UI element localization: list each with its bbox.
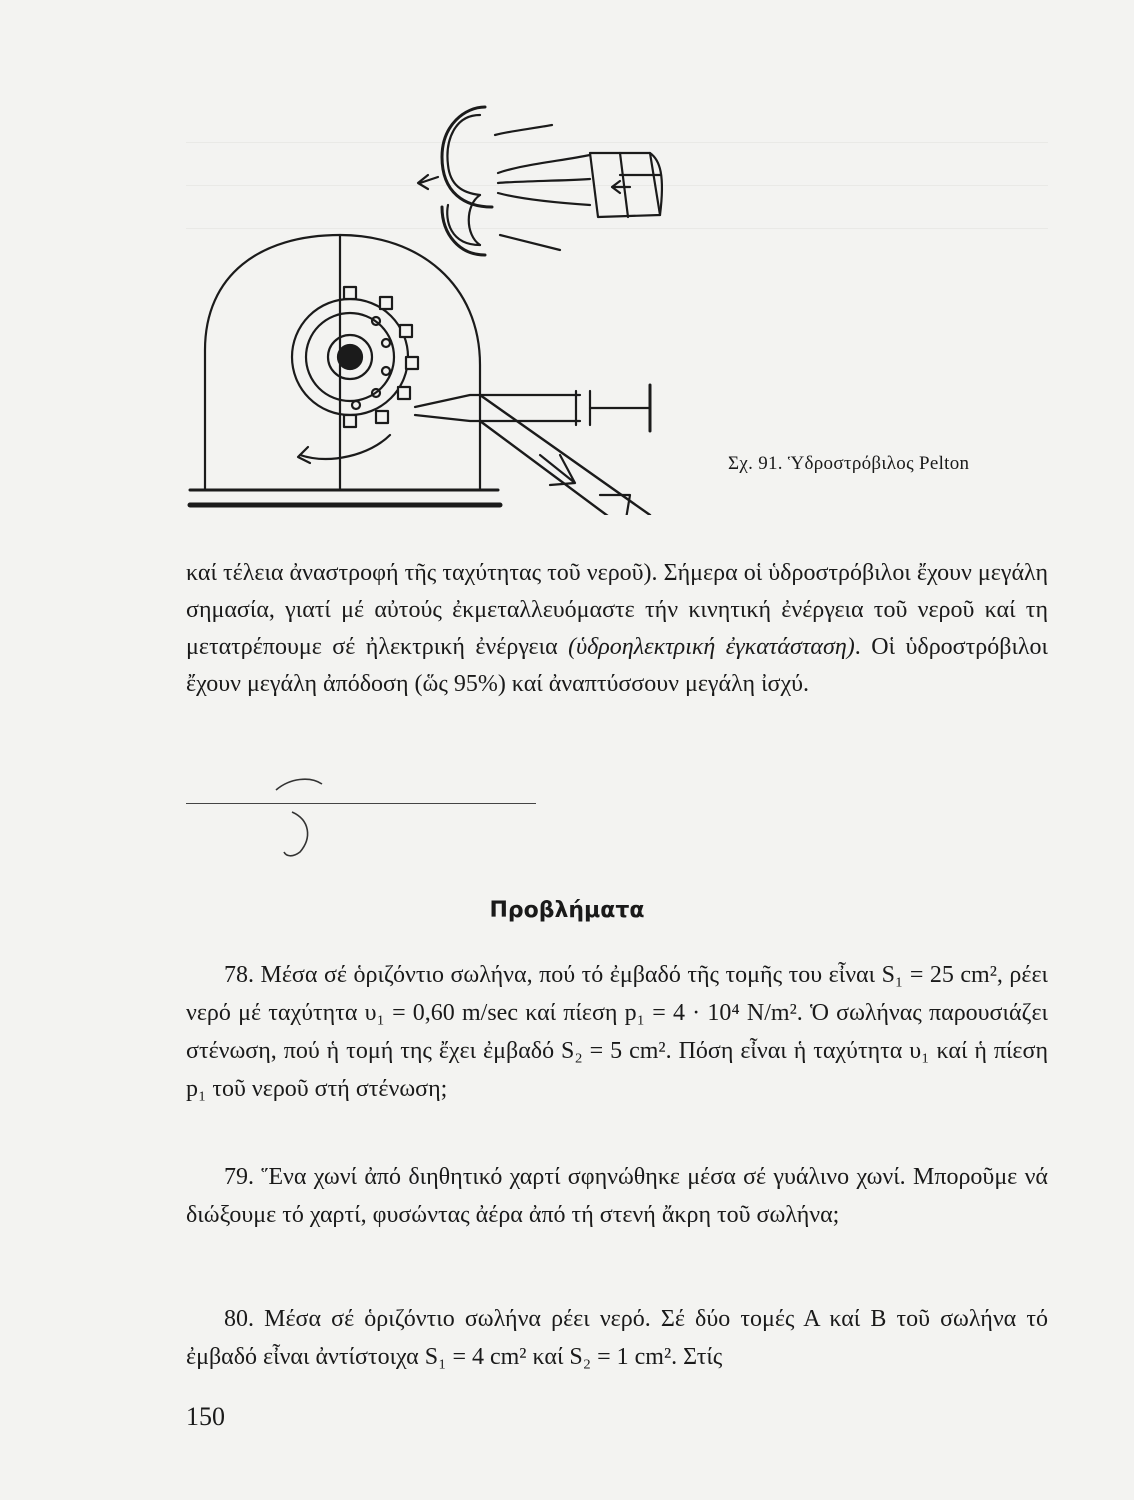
problem-number: 80.: [224, 1306, 254, 1332]
page-number: 150: [186, 1402, 225, 1431]
problem-text: Ἕνα χωνί ἀπό διηθητικό χαρτί σφηνώθηκε μέσα σέ γυάλινο χωνί. Μποροῦμε νά διώξουμε τό χαρτί, φυσώντας ἀέρα ἀπό τή στενή ἄκρη τοῦ σωλήνα;: [186, 1164, 1049, 1228]
nozzle-assembly: [415, 385, 650, 515]
pelton-turbine-figure: [180, 95, 700, 515]
intro-paragraph: [186, 555, 1048, 703]
flow-arrow: [300, 435, 390, 459]
turbine-housing: [190, 235, 500, 505]
problem-number: 79.: [224, 1164, 254, 1190]
intro-italic: (ὑδροηλεκτρική ἐγκατάσταση): [568, 634, 855, 660]
intro-text-after: . Οἱ ὑδροστρόβιλοι ἔχουν μεγάλη ἀπόδοση (ὥς 95%) καί ἀναπτύσσουν μεγάλη ἰσχύ.: [186, 634, 1048, 697]
problem-78: [186, 956, 1048, 1108]
problem-text: Μέσα σέ ὁριζόντιο σωλήνα ρέει νερό. Σέ δύο τομές Α καί Β τοῦ σωλήνα τό ἐμβαδό εἶναι ἀντίστοιχα S₁ = 4 cm² καί S₂ = 1 cm². Στίς: [186, 1306, 1049, 1370]
problem-79: [186, 1158, 1048, 1234]
pelton-wheel: [292, 287, 418, 427]
bucket-jet-detail: [418, 107, 662, 255]
section-title: Προβλήματα: [489, 898, 645, 923]
problem-number: 78.: [224, 962, 254, 988]
figure-caption: Σχ. 91. Ὑδροστρόβιλος Pelton: [728, 453, 970, 474]
intro-text-before: καί τέλεια ἀναστροφή τῆς ταχύτητας τοῦ νεροῦ). Σήμερα οἱ ὑδροστρόβιλοι ἔχουν μεγάλη σημασία, γιατί μέ αὐτούς ἐκμεταλλευόμαστε τήν κινητική ἐνέργεια τοῦ νεροῦ καί τη μετατρέπουμε σέ ἠλεκτρική ἐνέργεια: [186, 560, 1048, 660]
problem-80: [186, 1300, 1048, 1376]
problem-text: Μέσα σέ ὁριζόντιο σωλήνα, πού τό ἐμβαδό τῆς τομῆς του εἶναι S₁ = 25 cm², ρέει νερό μέ ταχύτητα υ₁ = 0,60 m/sec καί πίεση p₁ = 4 · 10⁴ N/m². Ὁ σωλήνας παρουσιάζει στένωση, πού ἡ τομή της ἔχει ἐμβαδό S₂ = 5 cm². Πόση εἶναι ἡ ταχύτητα υ₁ καί ἡ πίεση p₁ τοῦ νεροῦ στή στένωση;: [186, 962, 1048, 1102]
section-divider: [186, 803, 536, 804]
pencil-mark-decoration: [270, 772, 330, 862]
